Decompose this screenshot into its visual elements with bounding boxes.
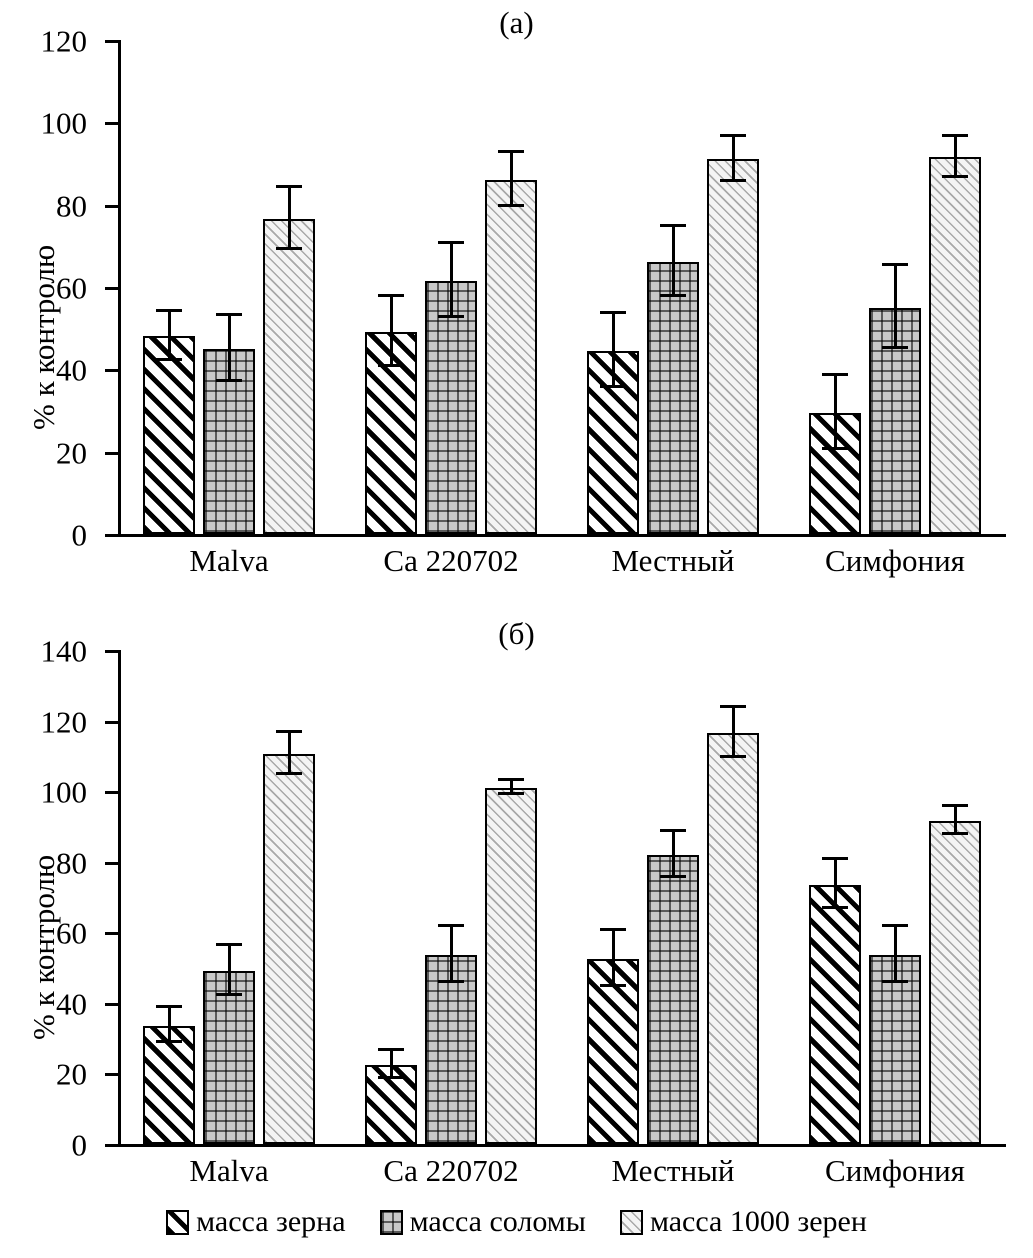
error-cap-bottom <box>156 358 182 361</box>
bar-1 <box>143 336 195 534</box>
y-tick-label: 20 <box>56 1056 87 1092</box>
error-bar <box>954 137 957 178</box>
y-tick-label: 80 <box>56 845 87 881</box>
error-cap-top <box>882 263 908 266</box>
bar-3 <box>263 219 315 534</box>
legend-item <box>620 1205 867 1239</box>
category-label: Malva <box>189 543 269 578</box>
error-bar <box>834 376 837 450</box>
error-cap-bottom <box>822 447 848 450</box>
error-cap-bottom <box>276 772 302 775</box>
bar-3 <box>929 157 981 534</box>
error-cap-top <box>498 778 524 781</box>
error-bar <box>510 153 513 207</box>
bar-3 <box>485 180 537 534</box>
error-cap-bottom <box>720 755 746 758</box>
error-cap-bottom <box>600 984 626 987</box>
error-cap-top <box>942 804 968 807</box>
error-bar <box>228 316 231 382</box>
error-cap-bottom <box>216 379 242 382</box>
bar-2 <box>203 971 255 1144</box>
y-tick-mark <box>56 915 118 951</box>
y-tick-mark <box>40 774 118 810</box>
bar-3 <box>929 821 981 1144</box>
y-tick-label: 140 <box>40 633 87 669</box>
error-cap-top <box>216 313 242 316</box>
error-bar <box>228 946 231 995</box>
error-bar <box>894 927 897 983</box>
error-cap-top <box>600 928 626 931</box>
error-cap-top <box>660 224 686 227</box>
bar-2 <box>425 955 477 1144</box>
error-bar <box>894 266 897 348</box>
y-tick-mark <box>56 352 118 388</box>
legend-swatch-thousand-icon <box>620 1210 643 1235</box>
error-cap-bottom <box>498 792 524 795</box>
y-tick-mark <box>56 435 118 471</box>
legend-label: масса соломы <box>409 1205 586 1238</box>
category-label: Ca 220702 <box>383 543 519 578</box>
error-bar <box>834 860 837 909</box>
error-cap-top <box>438 924 464 927</box>
error-bar <box>612 931 615 987</box>
y-tick-label: 120 <box>40 704 87 740</box>
error-bar <box>390 1051 393 1079</box>
error-cap-top <box>822 857 848 860</box>
error-cap-bottom <box>378 364 404 367</box>
panel-a-title: (а) <box>499 5 534 40</box>
y-tick-label: 100 <box>40 774 87 810</box>
bar-2 <box>425 281 477 534</box>
bar-2 <box>647 262 699 534</box>
category-label: Симфония <box>825 1153 965 1188</box>
panel-a-x-axis <box>118 534 1006 537</box>
error-cap-bottom <box>882 346 908 349</box>
chart-legend <box>0 1205 1033 1239</box>
error-bar <box>168 1008 171 1043</box>
y-tick-label: 40 <box>56 352 87 388</box>
bar-3 <box>263 754 315 1144</box>
bar-2 <box>869 955 921 1144</box>
chart-panel-b <box>0 605 1033 1188</box>
bar-2 <box>647 855 699 1144</box>
y-tick-label: 0 <box>71 1127 87 1163</box>
y-tick-mark <box>71 517 118 553</box>
panel-b-y-axis-label: % к контролю <box>26 854 61 1040</box>
error-cap-top <box>822 373 848 376</box>
error-cap-bottom <box>276 247 302 250</box>
y-tick-mark <box>40 23 118 59</box>
y-tick-mark <box>56 1056 118 1092</box>
category-label: Симфония <box>825 543 965 578</box>
error-cap-bottom <box>600 385 626 388</box>
panel-b-title: (б) <box>498 616 535 651</box>
error-cap-bottom <box>660 875 686 878</box>
error-cap-bottom <box>822 906 848 909</box>
error-bar <box>732 708 735 757</box>
y-tick-mark <box>40 633 118 669</box>
legend-swatch-grain-icon <box>166 1210 189 1235</box>
error-cap-top <box>156 1005 182 1008</box>
error-cap-top <box>216 943 242 946</box>
bar-1 <box>809 885 861 1144</box>
error-bar <box>288 733 291 775</box>
y-tick-label: 60 <box>56 915 87 951</box>
error-cap-bottom <box>438 980 464 983</box>
y-tick-mark <box>56 986 118 1022</box>
error-cap-bottom <box>216 993 242 996</box>
y-tick-label: 0 <box>71 517 87 553</box>
y-tick-mark <box>40 704 118 740</box>
error-bar <box>672 832 675 878</box>
y-tick-label: 20 <box>56 435 87 471</box>
error-bar <box>168 312 171 361</box>
panel-a-y-axis-label: % к контролю <box>26 244 61 430</box>
bar-3 <box>707 159 759 534</box>
error-cap-bottom <box>498 204 524 207</box>
error-bar <box>450 244 453 318</box>
y-tick-mark <box>56 188 118 224</box>
category-label: Ca 220702 <box>383 1153 519 1188</box>
error-cap-bottom <box>660 294 686 297</box>
panel-b-x-axis <box>118 1144 1006 1147</box>
error-cap-top <box>720 705 746 708</box>
error-cap-top <box>600 311 626 314</box>
error-cap-top <box>942 134 968 137</box>
error-cap-top <box>438 241 464 244</box>
error-cap-top <box>378 1048 404 1051</box>
legend-item <box>166 1205 345 1239</box>
category-label: Местный <box>611 1153 735 1188</box>
error-cap-bottom <box>882 980 908 983</box>
error-cap-top <box>720 134 746 137</box>
error-cap-bottom <box>942 832 968 835</box>
category-label: Malva <box>189 1153 269 1188</box>
error-cap-top <box>156 309 182 312</box>
error-bar <box>732 137 735 182</box>
panel-a-y-axis <box>118 40 121 537</box>
y-tick-label: 120 <box>40 23 87 59</box>
y-tick-label: 80 <box>56 188 87 224</box>
error-cap-top <box>660 829 686 832</box>
y-tick-label: 60 <box>56 270 87 306</box>
y-tick-mark <box>56 270 118 306</box>
error-bar <box>390 297 393 367</box>
y-tick-label: 40 <box>56 986 87 1022</box>
error-cap-bottom <box>942 175 968 178</box>
error-cap-top <box>498 150 524 153</box>
legend-item <box>380 1205 586 1239</box>
y-tick-mark <box>40 105 118 141</box>
error-cap-bottom <box>438 315 464 318</box>
y-tick-label: 100 <box>40 105 87 141</box>
legend-swatch-straw-icon <box>380 1210 403 1235</box>
error-bar <box>288 188 291 250</box>
bar-1 <box>143 1026 195 1144</box>
panel-b-y-axis <box>118 650 121 1147</box>
error-bar <box>450 927 453 983</box>
error-bar <box>612 314 615 388</box>
error-cap-top <box>276 730 302 733</box>
chart-panel-a <box>0 0 1033 600</box>
error-cap-bottom <box>720 179 746 182</box>
error-cap-top <box>276 185 302 188</box>
legend-label: масса зерна <box>196 1205 346 1238</box>
error-bar <box>954 807 957 835</box>
error-cap-top <box>378 294 404 297</box>
bar-3 <box>707 733 759 1144</box>
error-cap-bottom <box>378 1076 404 1079</box>
category-label: Местный <box>611 543 735 578</box>
y-tick-mark <box>56 845 118 881</box>
legend-label: масса 1000 зерен <box>649 1205 867 1238</box>
error-cap-top <box>882 924 908 927</box>
error-bar <box>672 227 675 297</box>
error-cap-bottom <box>156 1040 182 1043</box>
bar-3 <box>485 788 537 1144</box>
y-tick-mark <box>71 1127 118 1163</box>
